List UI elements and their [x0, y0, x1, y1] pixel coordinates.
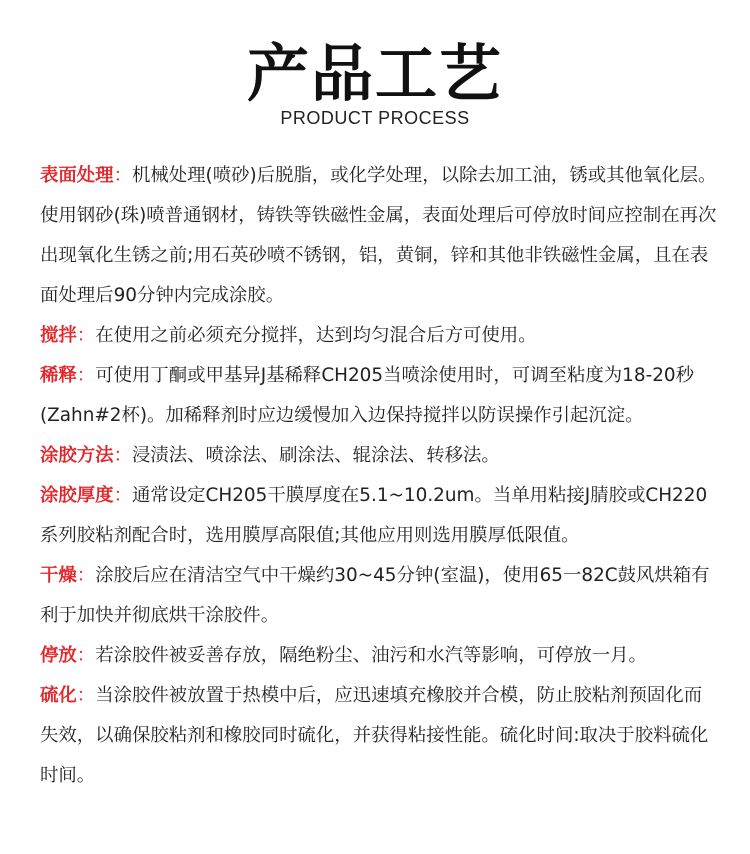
section-text: 当涂胶件被放置于热模中后，应迅速填充橡胶并合模，防止胶粘剂预固化而失效，以确保胶粘剂和橡胶同时硫化，并获得粘接性能。硫化时间:取决于胶料硫化时间。 [40, 685, 709, 786]
section-text: 机械处理(喷砂)后脱脂，或化学处理，以除去加工油，锈或其他氧化层。使用钢砂(珠)喷普通钢材，铸铁等铁磁性金属，表面处理后可停放时间应控制在再次出现氧化生锈之前;用石英砂喷不锈钢，铝，黄铜，锌和其他非铁磁性金属，且在表面处理后90分钟内完成涂胶。 [40, 165, 717, 306]
section-label: 涂胶厚度 [40, 485, 114, 506]
section-colon: ： [76, 685, 96, 706]
section-colon: ： [113, 445, 132, 466]
section-application-method [40, 436, 720, 476]
section-text: 可使用丁酮或甲基异J基稀释CH205当喷涂使用时，可调至粘度为18-20秒(Zahn#2杯)。加稀释剂时应边缓慢加入边保持搅拌以防误操作引起沉淀。 [40, 365, 694, 426]
section-stirring [40, 316, 720, 356]
section-vulcanization [40, 676, 720, 796]
section-text: 涂胶后应在清洁空气中干燥约30~45分钟(室温)，使用65一82C鼓风烘箱有利于加快并彻底烘干涂胶件。 [40, 565, 710, 626]
section-colon: ： [76, 365, 96, 386]
section-text: 在使用之前必须充分搅拌，达到均匀混合后方可使用。 [95, 325, 537, 346]
section-colon: ： [76, 325, 96, 346]
section-label: 停放 [40, 645, 77, 666]
section-colon: ： [113, 485, 132, 506]
section-label: 硫化 [40, 685, 77, 706]
section-text: 通常设定CH205干膜厚度在5.1~10.2um。当单用粘接J腈胶或CH220系列胶粘剂配合时，选用膜厚高限值;其他应用则选用膜厚低限值。 [40, 485, 708, 546]
section-label: 涂胶方法 [40, 445, 114, 466]
section-dilution [40, 356, 720, 436]
section-colon: ： [76, 565, 96, 586]
section-coating-thickness [40, 476, 720, 556]
section-surface-treatment [40, 156, 720, 316]
process-content [40, 156, 720, 796]
section-colon: ： [76, 645, 96, 666]
section-colon: ： [113, 165, 132, 186]
section-drying [40, 556, 720, 636]
section-storage [40, 636, 720, 676]
section-label: 表面处理 [40, 165, 114, 186]
section-label: 干燥 [40, 565, 77, 586]
section-text: 若涂胶件被妥善存放，隔绝粉尘、油污和水汽等影响，可停放一月。 [95, 645, 647, 666]
page-title: 产品工艺 [246, 37, 503, 110]
section-text: 浸渍法、喷涂法、刷涂法、辊涂法、转移法。 [131, 445, 500, 466]
section-label: 稀释 [40, 365, 77, 386]
section-label: 搅拌 [40, 325, 77, 346]
page-subtitle: PRODUCT PROCESS [280, 108, 470, 128]
